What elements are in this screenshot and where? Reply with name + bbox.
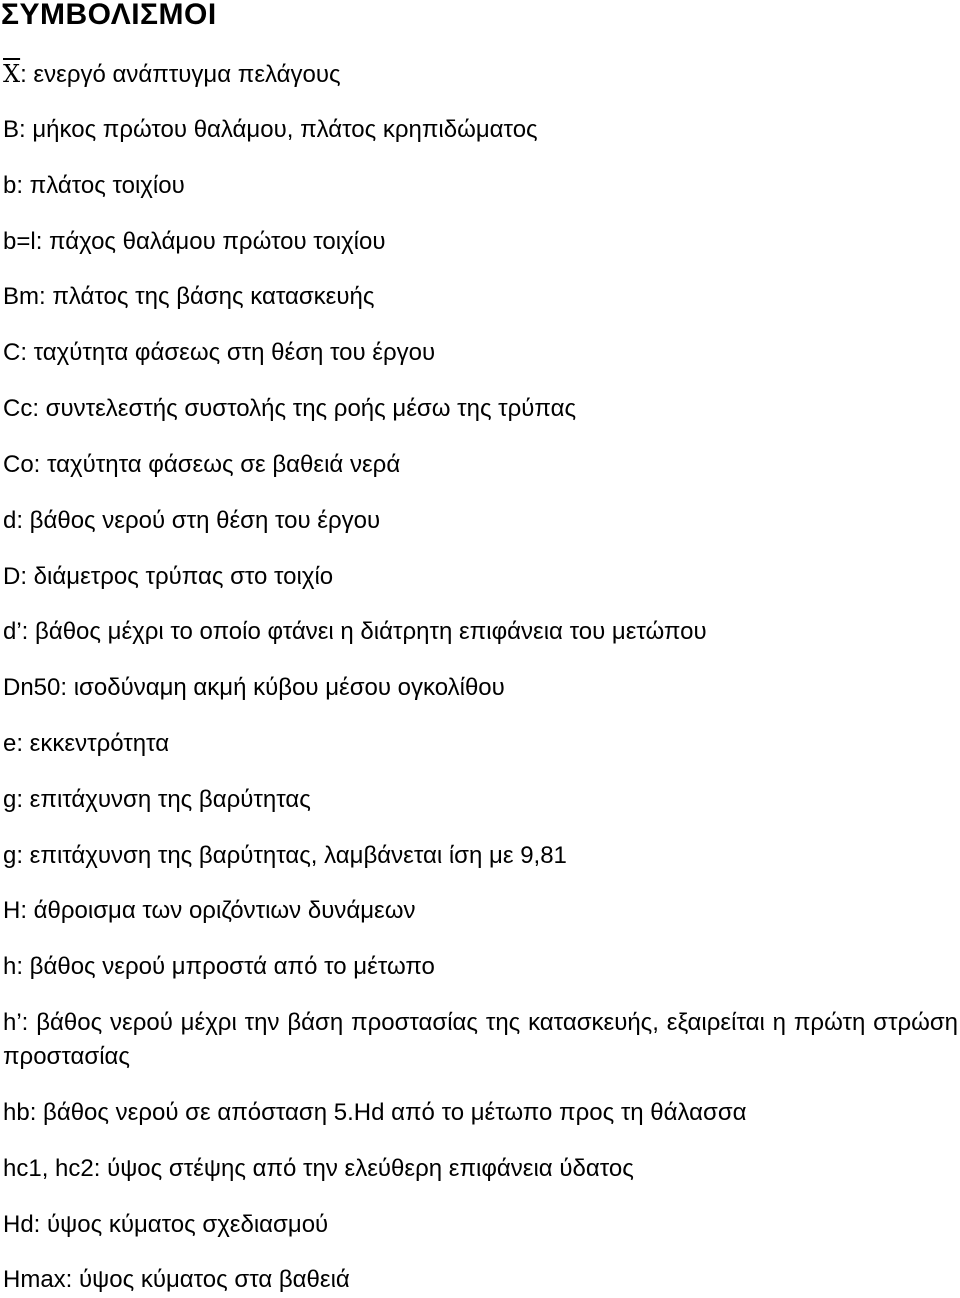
symbol-entry: H: άθροισμα των οριζόντιων δυνάμεων (3, 897, 416, 924)
symbol-entry: Dn50: ισοδύναμη ακμή κύβου μέσου ογκολίθου (3, 674, 505, 701)
symbol-entry: Co: ταχύτητα φάσεως σε βαθειά νερά (3, 451, 401, 478)
symbol-entry: h’: βάθος νερού μέχρι την βάση προστασίας της κατασκευής, εξαιρείται η πρώτη στρώση προστασίας (3, 1009, 958, 1070)
symbol-entry: b: πλάτος τοιχίου (3, 172, 185, 199)
symbol-entry: g: επιτάχυνση της βαρύτητας (3, 786, 311, 813)
symbol-entry: d: βάθος νερού στη θέση του έργου (3, 507, 381, 534)
symbol-entry: Cc: συντελεστής συστολής της ροής μέσω της τρύπας (3, 395, 577, 422)
symbol-entry: e: εκκεντρότητα (3, 730, 170, 757)
symbol-entry: Hd: ύψος κύματος σχεδιασμού (3, 1211, 329, 1238)
symbol-entry: C: ταχύτητα φάσεως στη θέση του έργου (3, 339, 436, 366)
symbol-entry: Hmax: ύψος κύματος στα βαθειά (3, 1266, 350, 1293)
symbol-entry: Bm: πλάτος της βάσης κατασκευής (3, 283, 375, 310)
symbol-entry: D: διάμετρος τρύπας στο τοιχίο (3, 563, 334, 590)
symbol-entry: B: μήκος πρώτου θαλάμου, πλάτος κρηπιδώματος (3, 116, 538, 143)
page-title: ΣΥΜΒΟΛΙΣΜΟΙ (1, 0, 217, 31)
symbol-entry: b=l: πάχος θαλάμου πρώτου τοιχίου (3, 228, 386, 255)
symbol-entry: h: βάθος νερού μπροστά από το μέτωπο (3, 953, 435, 980)
symbol-entry: hb: βάθος νερού σε απόσταση 5.Hd από το μέτωπο προς τη θάλασσα (3, 1099, 747, 1126)
symbol-definition: : ενεργό ανάπτυγμα πελάγους (20, 61, 341, 88)
symbol-x-bar: $\overline{X}$ (3, 60, 21, 88)
symbol-entry: g: επιτάχυνση της βαρύτητας, λαμβάνεται ίση με 9,81 (3, 842, 567, 869)
symbol-entry (3, 58, 341, 91)
symbol-entry: hc1, hc2: ύψος στέψης από την ελεύθερη επιφάνεια ύδατος (3, 1155, 634, 1182)
symbol-entry: d’: βάθος μέχρι το οποίο φτάνει η διάτρητη επιφάνεια του μετώπου (3, 618, 707, 645)
